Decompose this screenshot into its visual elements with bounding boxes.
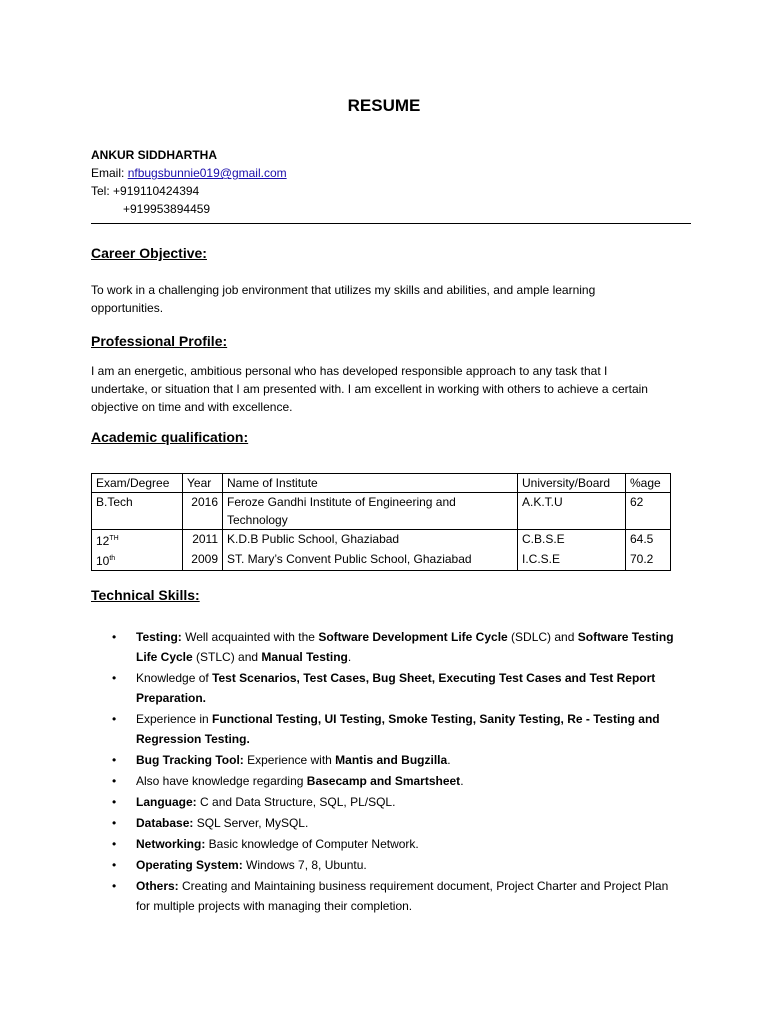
- skill-text: Functional Testing, UI Testing, Smoke Testing, Sanity Testing, Re - Testing and Regression Testing.: [136, 712, 660, 746]
- email-link[interactable]: nfbugsbunnie019@gmail.com: [127, 166, 287, 180]
- skill-text: Knowledge of: [136, 671, 213, 685]
- skill-text: Software Testing Life Cycle: [136, 630, 674, 664]
- bullet-icon: •: [112, 753, 117, 767]
- board-cell: C.B.S.E: [518, 530, 626, 551]
- bullet-icon: •: [112, 630, 117, 644]
- skill-item: [108, 834, 678, 854]
- skill-text: Well acquainted with the: [185, 630, 319, 644]
- year-cell: 2016: [183, 493, 223, 530]
- tel-label: Tel:: [91, 184, 114, 198]
- bullet-icon: •: [112, 837, 117, 851]
- technical-skills-list: [108, 627, 678, 917]
- academic-heading: Academic qualification:: [91, 429, 249, 445]
- skill-text: Creating and Maintaining business requirement document, Project Charter and Project Plan for multiple projects with managing their completion.: [136, 879, 669, 913]
- skill-text: SQL Server, MySQL.: [196, 816, 309, 830]
- skill-text: C and Data Structure, SQL, PL/SQL.: [200, 795, 396, 809]
- email-label: Email:: [91, 166, 128, 180]
- bullet-icon: •: [112, 816, 117, 830]
- skill-text: Operating System:: [136, 858, 247, 872]
- skill-text: Bug Tracking Tool:: [136, 753, 248, 767]
- tel-line: [91, 182, 287, 200]
- column-header: Name of Institute: [223, 474, 518, 493]
- skill-text: Also have knowledge regarding: [136, 774, 307, 788]
- skill-item: [108, 876, 678, 916]
- career-objective-heading: Career Objective:: [91, 245, 207, 261]
- skill-text: Language:: [136, 795, 201, 809]
- professional-profile-text: I am an energetic, ambitious personal who has developed responsible approach to any task that I undertake, or situation that I am presented with. I am excellent in working with others to achieve a certain objective on time and with excellence.: [91, 364, 648, 414]
- skill-text: Others:: [136, 879, 183, 893]
- skill-text: .: [447, 753, 451, 767]
- table-row: [92, 493, 671, 530]
- career-objective-text: To work in a challenging job environment that utilizes my skills and abilities, and ample learning opportunities.: [91, 283, 596, 315]
- column-header: Year: [183, 474, 223, 493]
- institute-cell: ST. Mary’s Convent Public School, Ghaziabad: [223, 550, 518, 571]
- column-header: Exam/Degree: [92, 474, 183, 493]
- column-header: University/Board: [518, 474, 626, 493]
- table-row: [92, 550, 671, 571]
- skill-item: [108, 792, 678, 812]
- bullet-icon: •: [112, 879, 117, 893]
- institute-cell: Feroze Gandhi Institute of Engineering and Technology: [223, 493, 518, 530]
- skill-text: Software Development Life Cycle: [318, 630, 508, 644]
- skill-text: Networking:: [136, 837, 209, 851]
- skill-text: Testing:: [136, 630, 186, 644]
- bullet-icon: •: [112, 671, 117, 685]
- skill-text: Basic knowledge of Computer Network.: [208, 837, 419, 851]
- tel-secondary: +919953894459: [123, 202, 211, 216]
- email-line: [91, 164, 287, 182]
- skill-text: .: [460, 774, 464, 788]
- bullet-icon: •: [112, 774, 117, 788]
- tel-primary: +919110424394: [113, 184, 200, 198]
- bullet-icon: •: [112, 712, 117, 726]
- skill-item: [108, 627, 678, 667]
- skill-item: [108, 855, 678, 875]
- skill-item: [108, 668, 678, 708]
- technical-skills-heading: Technical Skills:: [91, 587, 200, 603]
- skill-text: Database:: [136, 816, 197, 830]
- exam-cell: 12TH: [92, 530, 183, 551]
- table-row: [92, 530, 671, 551]
- percent-cell: 62: [626, 493, 671, 530]
- skill-item: [108, 709, 678, 749]
- skill-item: [108, 813, 678, 833]
- academic-table: [91, 473, 671, 571]
- board-cell: A.K.T.U: [518, 493, 626, 530]
- skill-text: Mantis and Bugzilla: [335, 753, 448, 767]
- skill-text: Basecamp and Smartsheet: [306, 774, 461, 788]
- skill-text: .: [347, 650, 352, 664]
- contact-block: [91, 146, 287, 218]
- bullet-icon: •: [112, 795, 117, 809]
- skill-text: Test Scenarios, Test Cases, Bug Sheet, Executing Test Cases and Test Report Preparation.: [136, 671, 656, 705]
- exam-cell: 10th: [92, 550, 183, 571]
- page-title: RESUME: [347, 96, 421, 115]
- year-cell: 2009: [183, 550, 223, 571]
- header-divider: [91, 223, 691, 224]
- exam-cell: B.Tech: [92, 493, 183, 530]
- skill-text: (SDLC) and: [507, 630, 578, 644]
- candidate-name: ANKUR SIDDHARTHA: [91, 148, 217, 162]
- skill-text: Windows 7, 8, Ubuntu.: [246, 858, 367, 872]
- skill-text: Manual Testing: [261, 650, 348, 664]
- skill-text: Experience with: [247, 753, 336, 767]
- skill-item: [108, 750, 678, 770]
- table-header-row: [92, 474, 671, 493]
- skill-text: Experience in: [136, 712, 213, 726]
- institute-cell: K.D.B Public School, Ghaziabad: [223, 530, 518, 551]
- percent-cell: 70.2: [626, 550, 671, 571]
- skill-item: [108, 771, 678, 791]
- professional-profile-heading: Professional Profile:: [91, 333, 228, 349]
- skill-text: (STLC) and: [192, 650, 262, 664]
- board-cell: I.C.S.E: [518, 550, 626, 571]
- bullet-icon: •: [112, 858, 117, 872]
- percent-cell: 64.5: [626, 530, 671, 551]
- column-header: %age: [626, 474, 671, 493]
- year-cell: 2011: [183, 530, 223, 551]
